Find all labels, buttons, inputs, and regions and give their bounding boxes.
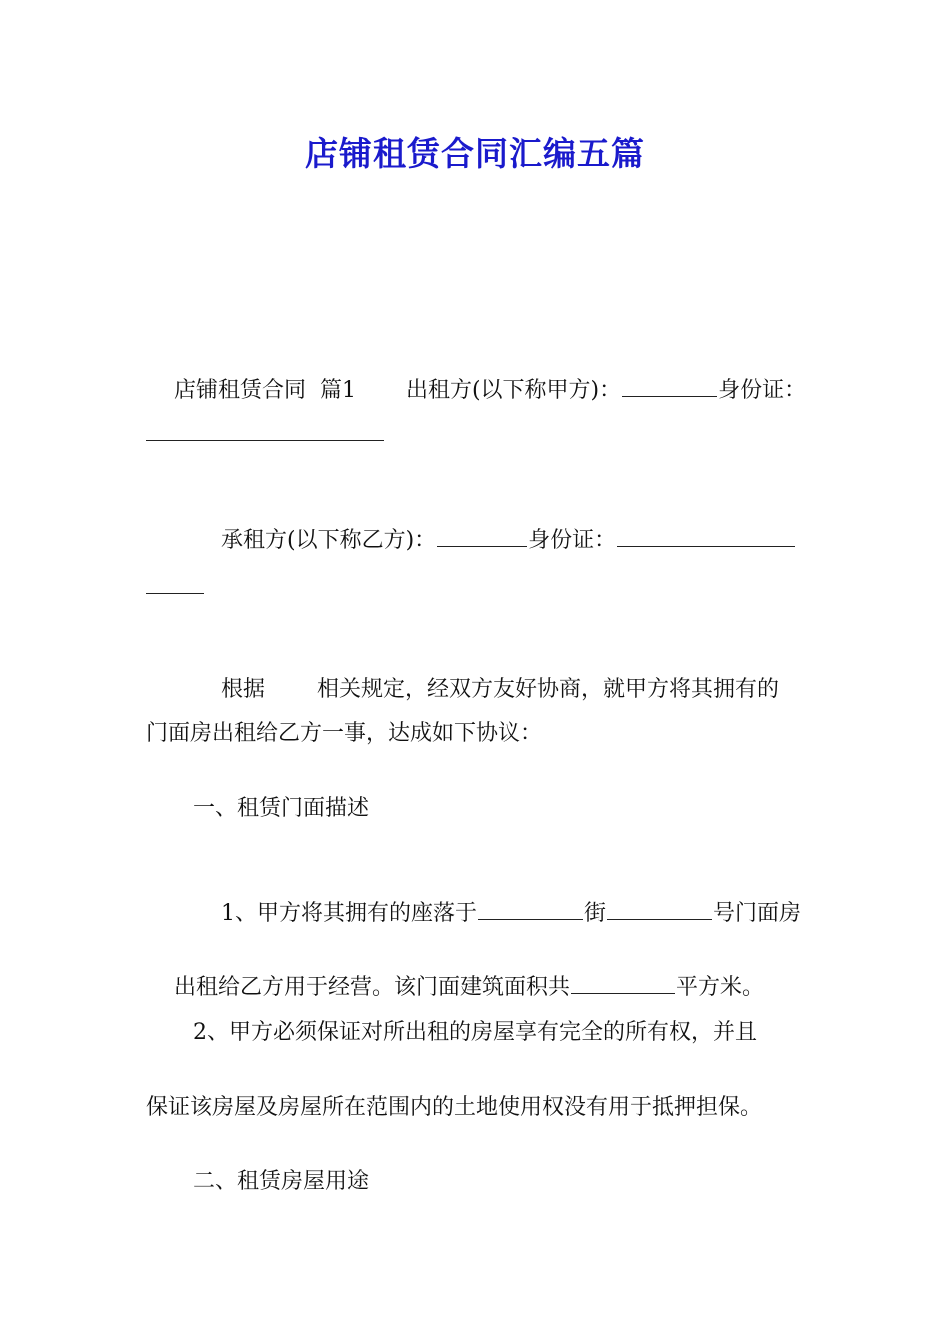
lessee-id-blank-part1 (617, 528, 795, 547)
lessee-id-blank-part2 (146, 593, 204, 594)
lessor-name-blank (622, 378, 717, 397)
area-blank (571, 975, 675, 994)
item-1-text-d: 出租给乙方用于经营。该门面建筑面积共 (173, 975, 570, 1000)
basis-text-a: 根据 (220, 677, 265, 702)
lessee-id-label: 身份证： (528, 528, 617, 553)
item-2-line-1: 2、甲方必须保证对所出租的房屋享有完全的所有权，并且 (193, 1020, 757, 1045)
lessee-line (193, 496, 796, 586)
section-1-heading: 一、租赁门面描述 (193, 796, 370, 821)
contract-section-label: 店铺租赁合同 篇1 (173, 378, 356, 403)
basis-text-b: 相关规定，经双方友好协商，就甲方将其拥有的 (317, 677, 780, 702)
street-blank (478, 901, 583, 920)
section-2-heading: 二、租赁房屋用途 (193, 1169, 370, 1194)
number-blank (607, 901, 712, 920)
lessor-label: 出租方(以下称甲方)： (405, 378, 622, 403)
contract-header-line (146, 346, 806, 436)
lessee-label: 承租方(以下称乙方)： (220, 528, 437, 553)
item-1-text-e: 平方米。 (676, 975, 765, 1000)
lessor-id-blank (146, 440, 384, 441)
item-1-text-c: 号门面房 (713, 901, 802, 926)
basis-line-2: 门面房出租给乙方一事，达成如下协议： (146, 721, 543, 746)
item-1-text-b: 街 (583, 901, 606, 926)
item-2-line-2: 保证该房屋及房屋所在范围内的土地使用权没有用于抵押担保。 (146, 1095, 763, 1120)
lessor-id-label: 身份证： (718, 378, 807, 403)
document-title: 店铺租赁合同汇编五篇 (305, 134, 645, 173)
item-1-text-a: 1、甲方将其拥有的座落于 (220, 901, 477, 926)
lessee-name-blank (437, 528, 527, 547)
